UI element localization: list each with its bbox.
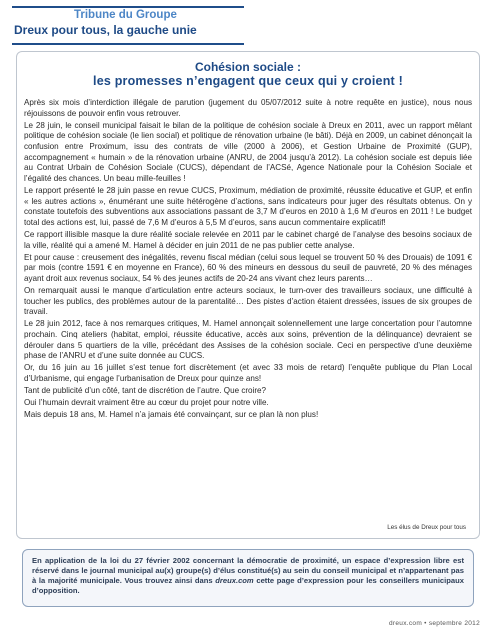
paragraph: Le rapport présenté le 28 juin passe en revue CUCS, Proximum, médiation de proximité, réussite éducative et GUP, et enfin « les autres actions », énumérant une suite hétérogène d’actions, sans indicateurs pour juger des résultats obtenus. On y constate toutefois des subventions aux associations passant de 3,7 M d’euros en 2010 à 1,6 M d’euros en 2011 ! Le budget total des actions est, lui, passé de 7,6 M d’euros à 5,5 M d’euros, sans aucun commentaire explicatif!: [24, 186, 472, 228]
header-rule-bottom: [12, 43, 244, 45]
paragraph: Tant de publicité d’un côté, tant de discrétion de l’autre. Que croire?: [24, 385, 267, 395]
header-subtitle: Dreux pour tous, la gauche unie: [14, 23, 197, 37]
paragraph: Ce rapport illisible masque la dure réalité sociale relevée en 2011 par le cabinet chargé de l’analyse des besoins sociaux de la ville, réalité qui a amené M. Hamel à décider en juin 2011 de ne pas publier cette analyse.: [24, 230, 472, 250]
article-body: [24, 98, 472, 421]
article-headline: [0, 60, 496, 89]
page-footer: dreux.com • septembre 2012: [388, 620, 480, 627]
notice-text-after: cette page d’expression pour les conseillers municipaux d’opposition.: [32, 576, 464, 595]
headline-line-1: Cohésion sociale :: [194, 60, 302, 74]
header-rule-top: [12, 6, 244, 8]
header-title: Tribune du Groupe: [74, 9, 177, 21]
paragraph: On remarquait aussi le manque d’articulation entre acteurs sociaux, le turn-over des travailleurs sociaux, une difficulté à toucher les publics, des problèmes autour de la parentalité… Des pistes d’action étaient dressées, issues de six groupes de travail.: [24, 285, 472, 317]
paragraph: Après six mois d’interdiction illégale de parution (jugement du 05/07/2012 suite à notre requête en justice), nous nous réjouissons de pouvoir enfin vous retrouver.: [24, 98, 472, 118]
paragraph: Le 28 juin 2012, face à nos remarques critiques, M. Hamel annonçait solennellement une large concertation pour l’automne prochain. Cinq ateliers (habitat, emploi, réussite éducative, accès aux soins, prévention de la délinquance) devraient se dérouler dans 5 quartiers de la ville, précédant des Assises de la cohésion sociale. Ceci en perspective d’une deuxième phase de l’ANRU et d’une suite donnée au CUCS.: [24, 319, 472, 361]
headline-line-2: les promesses n’engagent que ceux qui y croient !: [93, 74, 403, 88]
legal-notice-box: [22, 549, 474, 607]
paragraph: Mais depuis 18 ans, M. Hamel n’a jamais été convainçant, sur ce plan là non plus!: [24, 409, 319, 419]
paragraph: Le 28 juin, le conseil municipal faisait le bilan de la politique de cohésion sociale à Dreux en 2011, avec un rapport mêlant politique de cohésion sociale (le lien social) et politique de rénovation urbaine (le bâti). Déjà en 2009, un cabinet dénonçait la confusion entre Proximum, issu des contrats de ville (2000 à 2006), et Gestion Urbaine de Proximité (GUP), accompagnement « humain » de la rénovation urbaine (ANRU, de 2004 jusqu’à 2012). La cohésion sociale est depuis liée au Contrat Urbain de Cohésion Sociale (CUCS), dépendant de l’ACSé, Agence Nationale pour la Cohésion Sociale et l’égalité des chances. Un beau mille-feuilles !: [24, 120, 472, 184]
paragraph: Et pour cause : creusement des inégalités, revenu fiscal médian (celui sous lequel se trouvent 50 % des Drouais) de 1091 € par mois (contre 1591 € en moyenne en France), 60 % des mineurs en dessous du seuil de pauvreté, 20 % des ménages ayant droit aux revenus sociaux, 54 % des jeunes actifs de 20-24 ans vivant chez leurs parents…: [24, 252, 472, 283]
notice-text-before: En application de la loi du 27 février 2002 concernant la démocratie de proximité, un espace d’expression libre est réservé dans le journal municipal au(x) groupe(s) d’élus constitué(s) au sein du conseil municipal et n’appartenant pas à la majorité municipale. Vous trouvez ainsi dans: [32, 556, 464, 585]
paragraph: Oui l’humain devrait vraiment être au cœur du projet pour notre ville.: [24, 397, 269, 407]
notice-site-link[interactable]: dreux.com: [215, 576, 254, 585]
article-signature: Les élus de Dreux pour tous: [387, 524, 466, 531]
paragraph: Or, du 16 juin au 16 juillet s’est tenue fort discrètement (et avec 33 mois de retard) l’enquête publique du Plan Local d’Urbanisme, qui engage l’urbanisation de Dreux pour quinze ans!: [24, 363, 472, 383]
